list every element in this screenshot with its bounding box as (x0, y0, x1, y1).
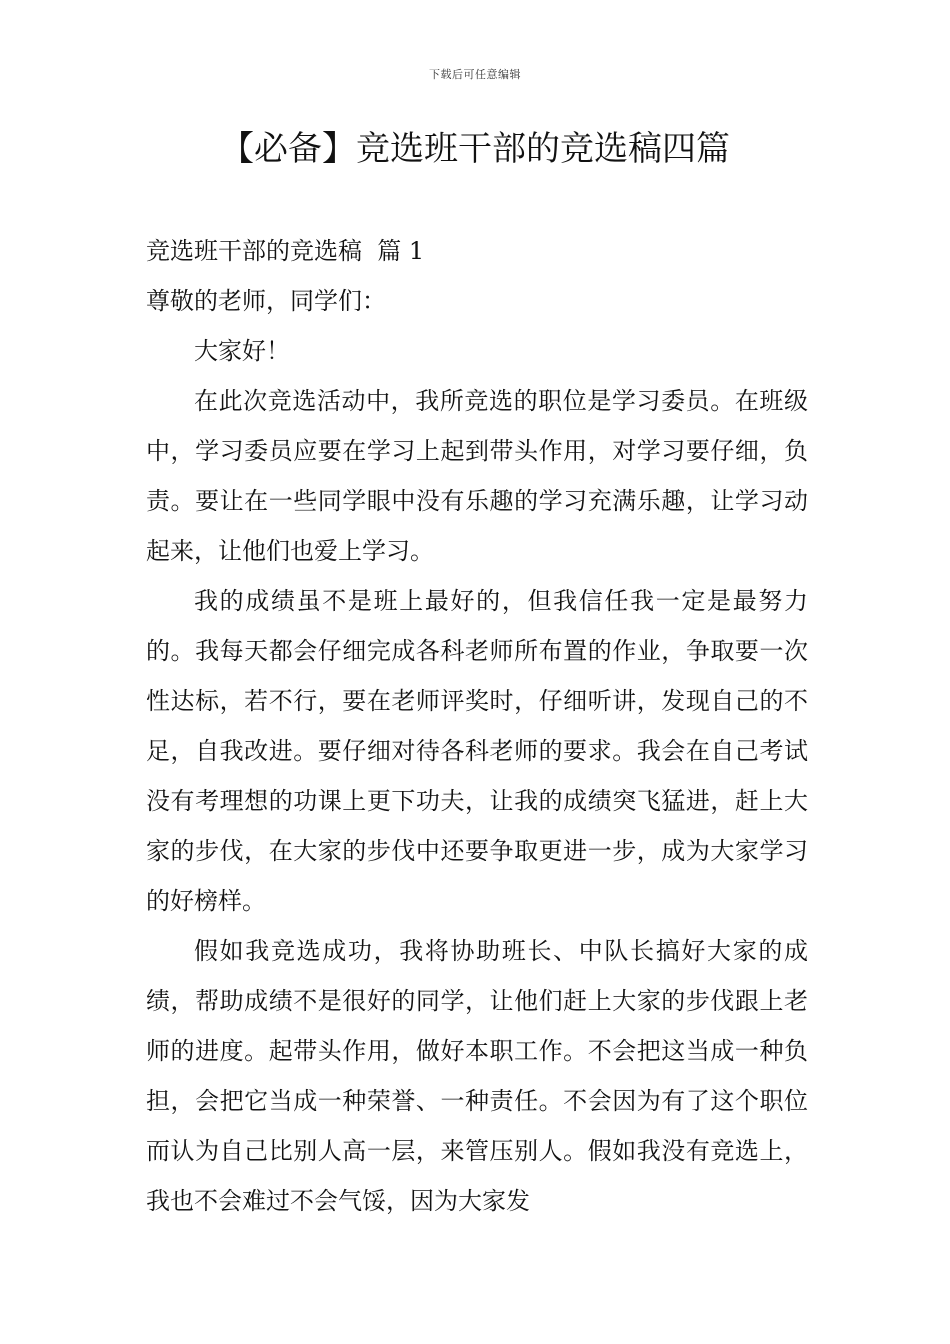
document-title: 【必备】竞选班干部的竞选稿四篇 (220, 129, 730, 169)
document-body (146, 226, 808, 1226)
section-heading: 竞选班干部的竞选稿 篇 1 (146, 237, 425, 265)
salutation: 尊敬的老师，同学们： (146, 287, 386, 315)
paragraph-commitment: 假如我竞选成功，我将协助班长、中队长搞好大家的成绩，帮助成绩不是很好的同学，让他们赶上大家的步伐跟上老师的进度。起带头作用，做好本职工作。不会把这当成一种负担，会把它当成一种荣誉、一种责任。不会因为有了这个职位而认为自己比别人高一层，来管压别人。假如我没有竞选上，我也不会难过不会气馁，因为大家发 (146, 937, 808, 1215)
paragraph-position: 在此次竞选活动中，我所竞选的职位是学习委员。在班级中，学习委员应要在学习上起到带头作用，对学习要仔细，负责。要让在一些同学眼中没有乐趣的学习充满乐趣，让学习动起来，让他们也爱上学习。 (146, 387, 808, 565)
header-note: 下载后可任意编辑 (429, 68, 521, 81)
paragraph-greeting: 大家好！ (194, 337, 290, 365)
paragraph-effort: 我的成绩虽不是班上最好的，但我信任我一定是最努力的。我每天都会仔细完成各科老师所布置的作业，争取要一次性达标，若不行，要在老师评奖时，仔细听讲，发现自己的不足，自我改进。要仔细对待各科老师的要求。我会在自己考试没有考理想的功课上更下功夫，让我的成绩突飞猛进，赶上大家的步伐，在大家的步伐中还要争取更进一步，成为大家学习的好榜样。 (146, 587, 808, 915)
